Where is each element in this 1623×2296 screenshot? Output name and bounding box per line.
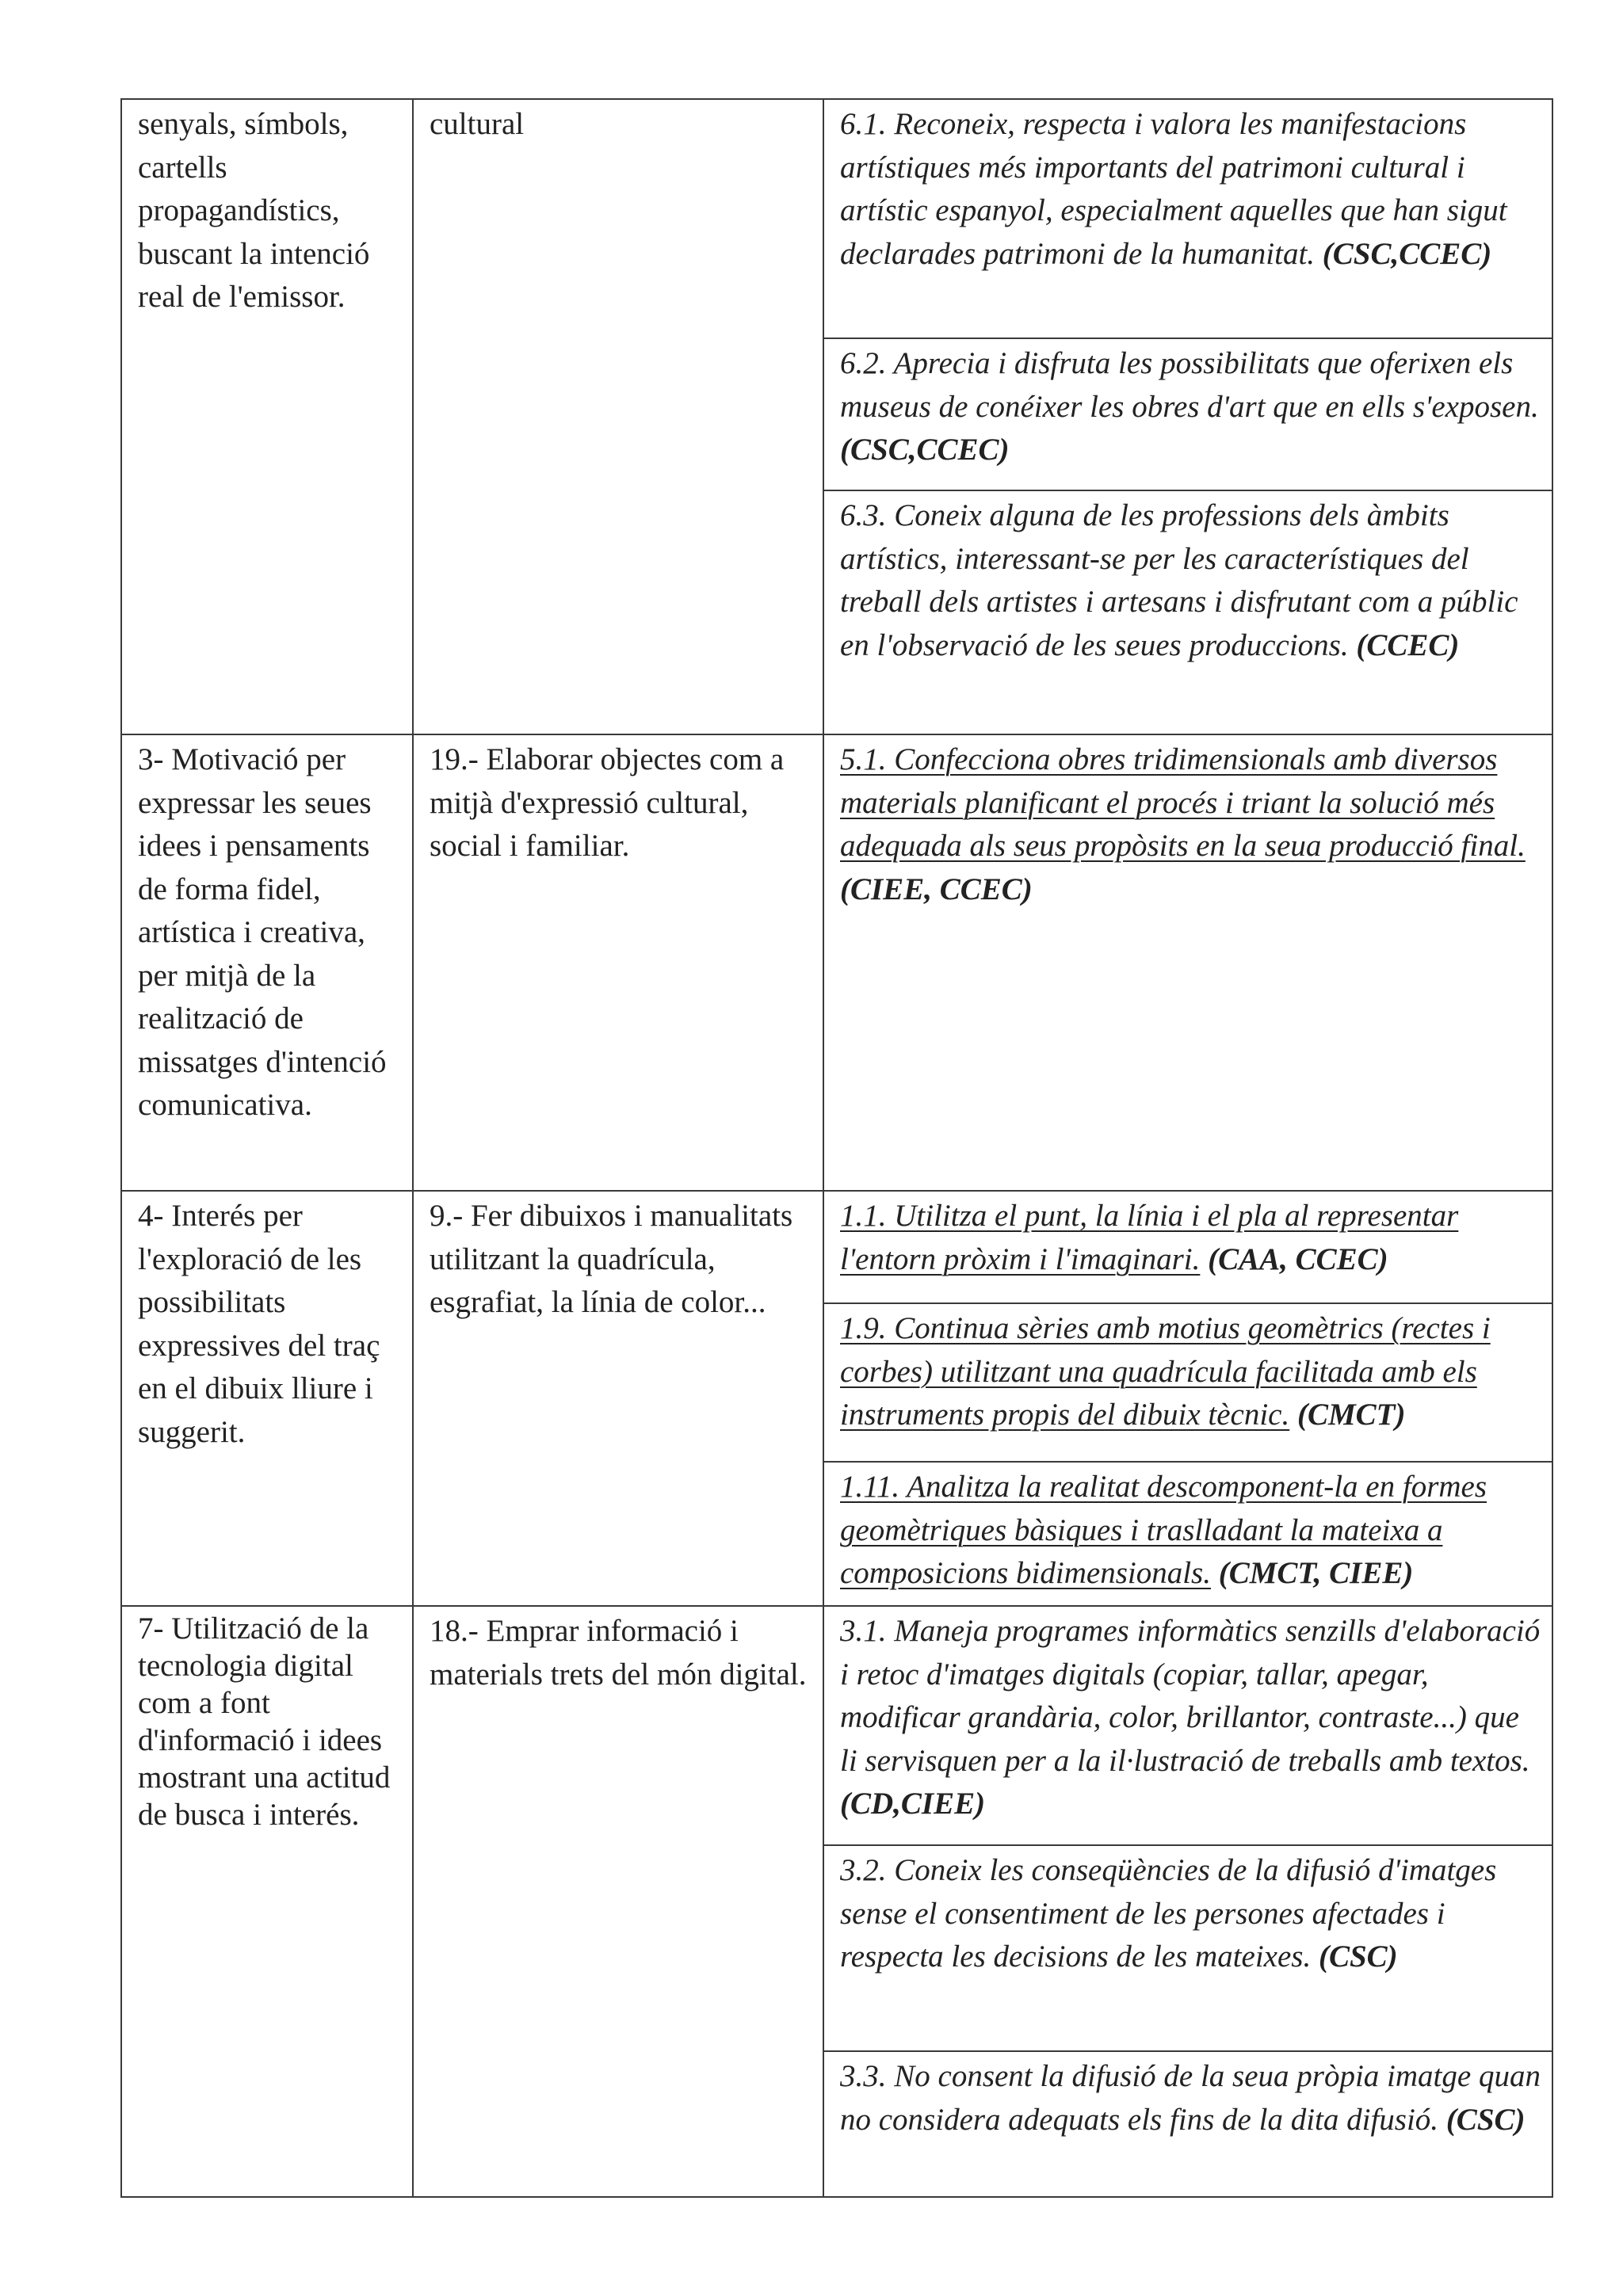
standard-item: 6.2. Aprecia i disfruta les possibilitats que oferixen els museus de conéixer les obres d'art que en ells s'exposen. (CSC,CCEC) [824, 338, 1552, 490]
criterion-cell: 18.- Emprar informació i materials trets del món digital. [413, 1606, 823, 2197]
content-cell: senyals, símbols, cartells propagandístics, buscant la intenció real de l'emissor. [121, 99, 413, 734]
standards-cell [823, 1191, 1552, 1606]
criterion-cell: 9.- Fer dibuixos i manualitats utilitzant la quadrícula, esgrafiat, la línia de color... [413, 1191, 823, 1606]
competences-label: (CIEE, CCEC) [840, 871, 1033, 906]
standard-item: 3.2. Coneix les conseqüències de la difusió d'imatges sense el consentiment de les persones afectades i respecta les decisions de les mateixes. (CSC) [824, 1844, 1552, 2050]
competences-label: (CSC,CCEC) [1322, 236, 1492, 271]
standards-cell [823, 1606, 1552, 2197]
standard-item: 1.11. Analitza la realitat descomponent-la en formes geomètriques bàsiques i traslladant la mateixa a composicions bidimensionals. (CMCT, CIEE) [824, 1461, 1552, 1604]
standard-item: 1.9. Continua sèries amb motius geomètrics (rectes i corbes) utilitzant una quadrícula facilitada amb els instruments propis del dibuix tècnic. (CMCT) [824, 1302, 1552, 1461]
standard-item: 1.1. Utilitza el punt, la línia i el pla al representar l'entorn pròxim i l'imaginari. (CAA, CCEC) [840, 1199, 1459, 1276]
criterion-cell: cultural [413, 99, 823, 734]
table-row [121, 1191, 1552, 1606]
competences-label: (CCEC) [1356, 627, 1460, 662]
standard-item: 3.1. Maneja programes informàtics senzills d'elaboració i retoc d'imatges digitals (copiar, tallar, apegar, modificar grandària, color, brillantor, contraste...) que li servisquen per a la il·lustració de treballs amb textos. (CD,CIEE) [840, 1614, 1541, 1821]
competences-label: (CSC) [1445, 2102, 1526, 2137]
competences-label: (CMCT) [1296, 1398, 1406, 1432]
standard-item: 3.3. No consent la difusió de la seua pròpia imatge quan no considera adequats els fins de la dita difusió. (CSC) [824, 2050, 1552, 2149]
standard-item: 6.3. Coneix alguna de les professions dels àmbits artístics, interessant-se per les característiques del treball dels artistes i artesans i disfrutant com a públic en l'observació de les seues produccions. (CCEC) [824, 490, 1552, 675]
content-cell: 7- Utilització de la tecnologia digital com a font d'informació i idees mostrant una actitud de busca i interés. [121, 1606, 413, 2197]
table-row [121, 99, 1552, 734]
curriculum-table [120, 98, 1553, 2198]
standards-cell [823, 734, 1552, 1191]
content-cell: 3- Motivació per expressar les seues idees i pensaments de forma fidel, artística i creativa, per mitjà de la realització de missatges d'intenció comunicativa. [121, 734, 413, 1191]
competences-label: (CAA, CCEC) [1208, 1241, 1388, 1276]
standards-cell [823, 99, 1552, 734]
table-row [121, 734, 1552, 1191]
standard-item: 6.1. Reconeix, respecta i valora les manifestacions artístiques més importants del patrimoni cultural i artístic espanyol, especialment aquelles que han sigut declarades patrimoni de la humanitat. (CSC,CCEC) [840, 107, 1507, 271]
standard-item: 5.1. Confecciona obres tridimensionals amb diversos materials planificant el procés i triant la solució més adequada als seus propòsits en la seua producció final. (CIEE, CCEC) [840, 742, 1526, 906]
competences-label: (CMCT, CIEE) [1218, 1556, 1414, 1590]
competences-label: (CSC) [1318, 1939, 1398, 1974]
criterion-cell: 19.- Elaborar objectes com a mitjà d'expressió cultural, social i familiar. [413, 734, 823, 1191]
competences-label: (CD,CIEE) [840, 1787, 986, 1821]
content-cell: 4- Interés per l'exploració de les possibilitats expressives del traç en el dibuix lliure i suggerit. [121, 1191, 413, 1606]
competences-label: (CSC,CCEC) [840, 433, 1010, 467]
table-row [121, 1606, 1552, 2197]
